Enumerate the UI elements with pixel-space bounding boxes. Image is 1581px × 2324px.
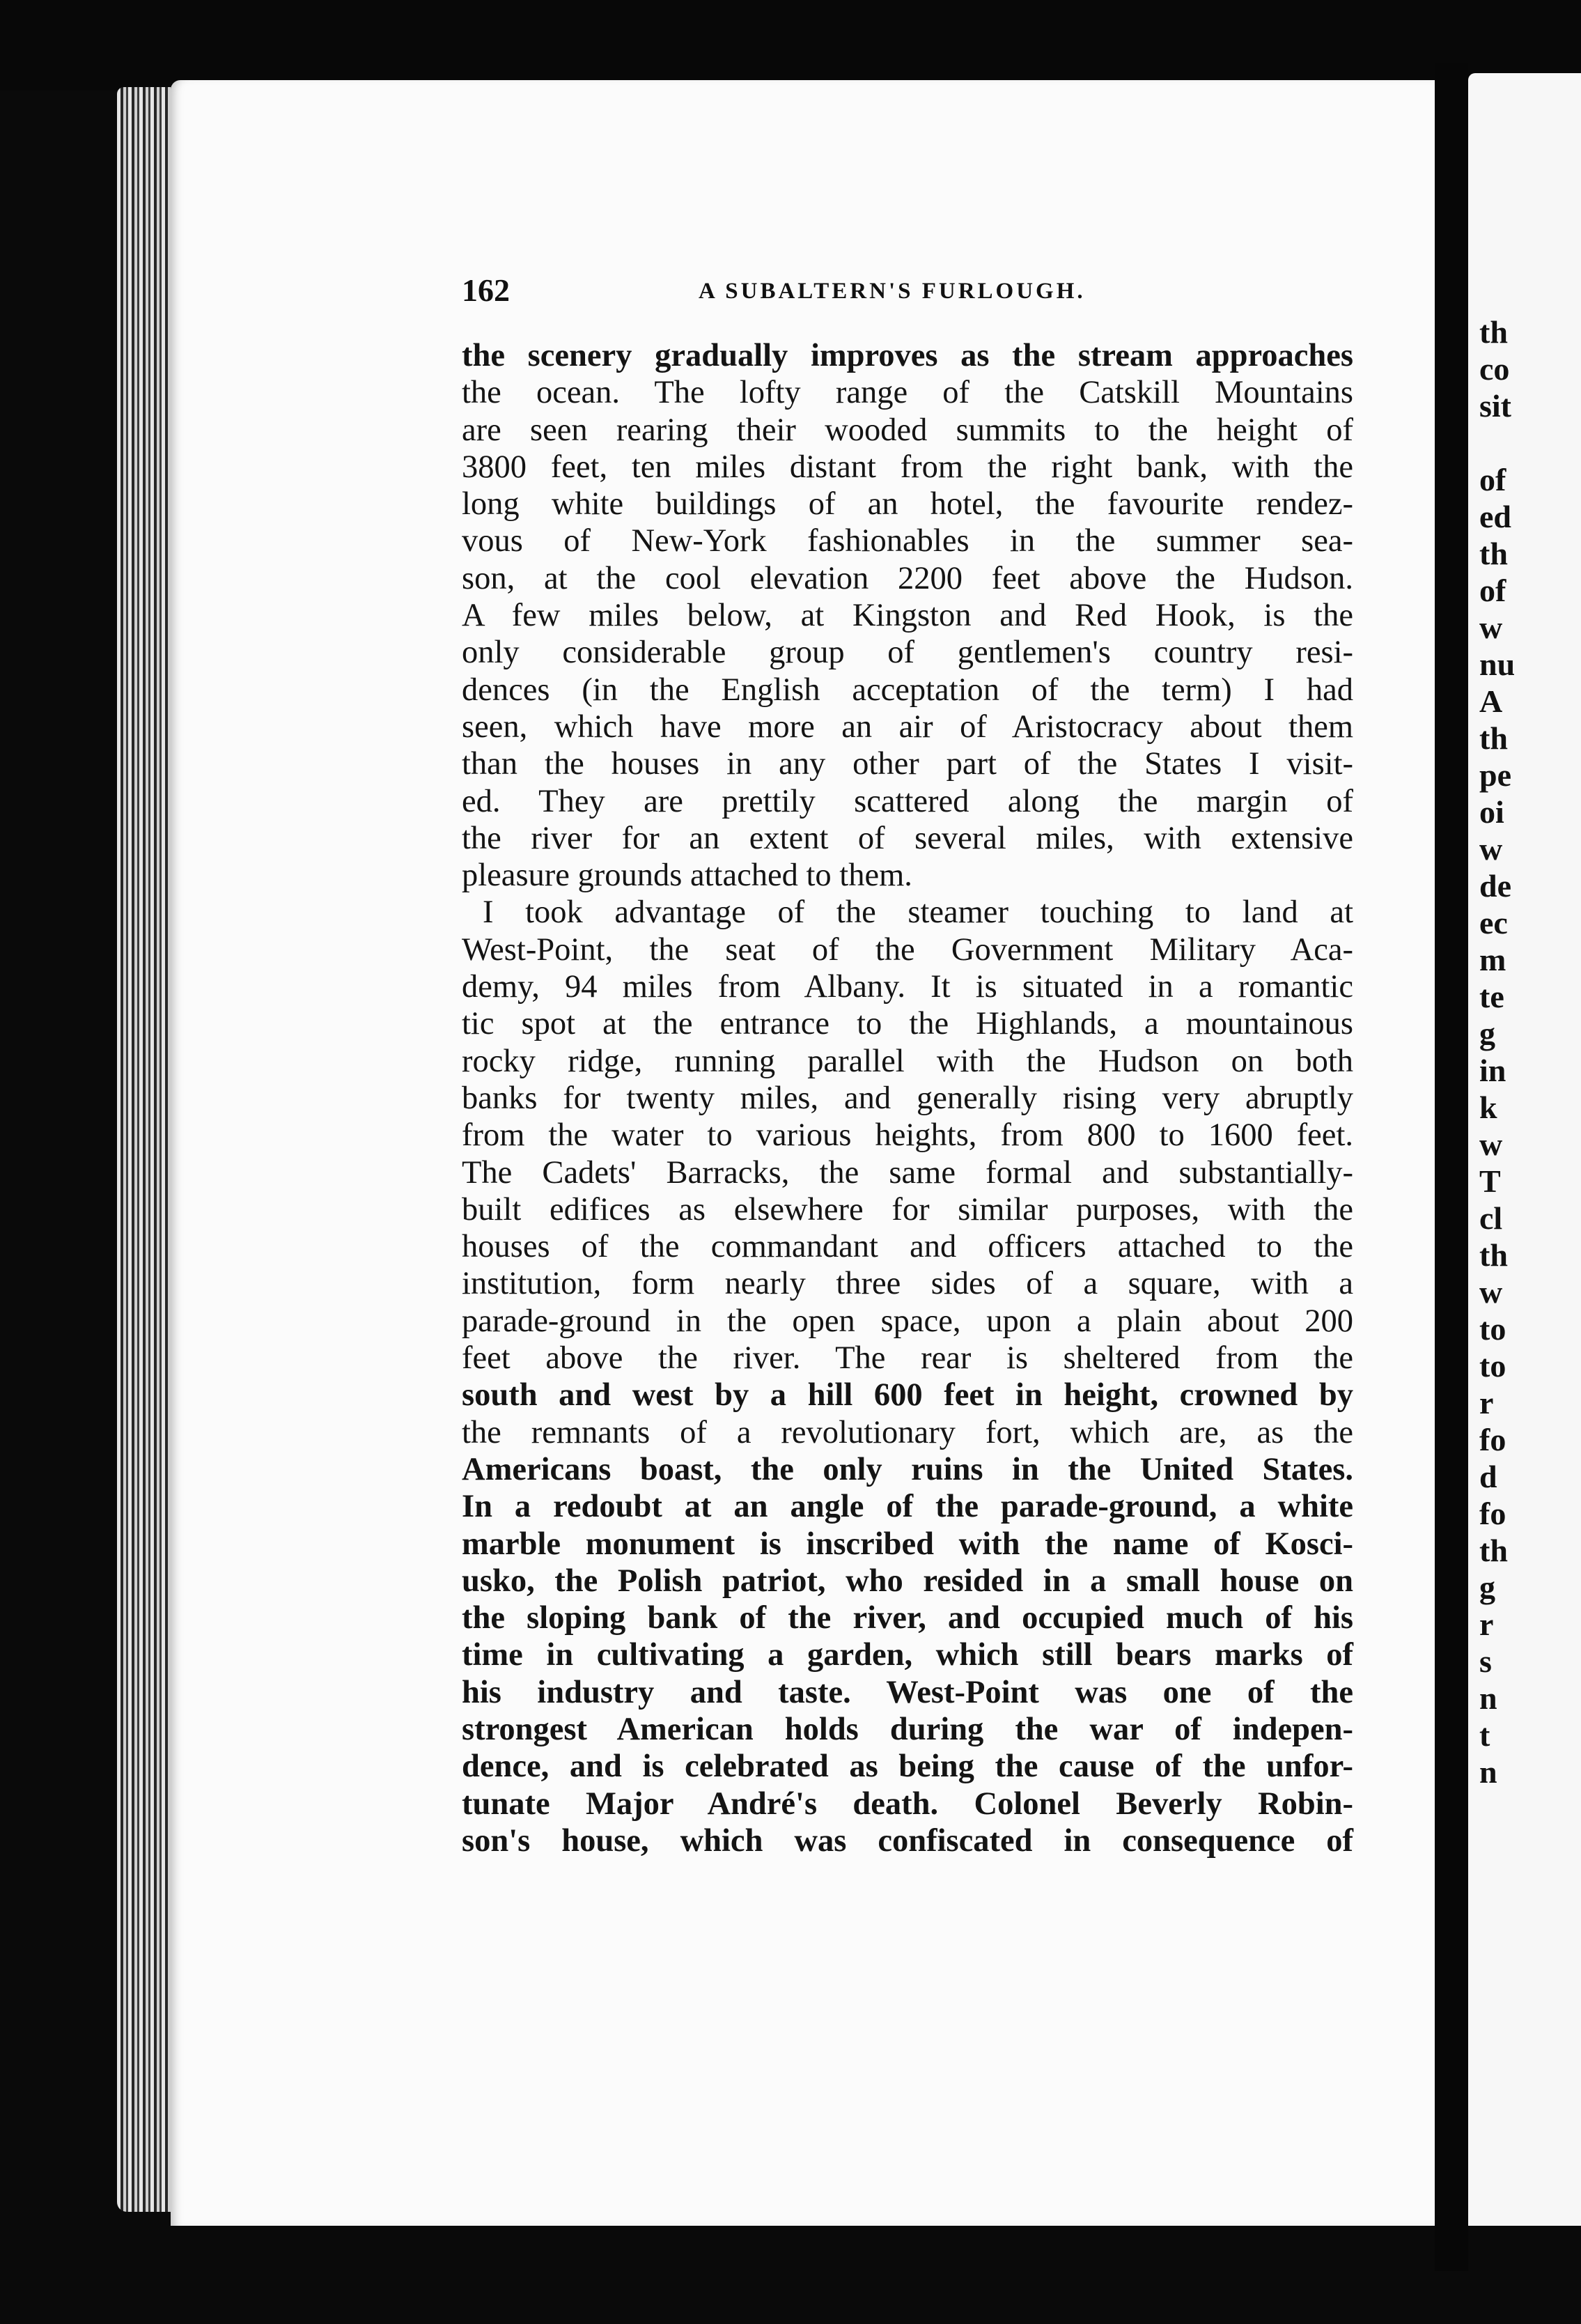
text-line: tic spot at the entrance to the Highlands, a mountainous: [462, 1006, 1353, 1042]
facing-page-fragment: [1468, 73, 1581, 2226]
text-line: houses of the commandant and officers attached to the: [462, 1229, 1353, 1265]
text-line: usko, the Polish patriot, who resided in a small house on: [462, 1563, 1353, 1599]
text-line: vous of New-York fashionables in the summer sea-: [462, 523, 1353, 559]
text-line: banks for twenty miles, and generally rising very abruptly: [462, 1080, 1353, 1116]
text-line: dences (in the English acceptation of the term) I had: [462, 672, 1353, 708]
text-line: strongest American holds during the war of indepen-: [462, 1711, 1353, 1747]
text-line: pleasure grounds attached to them.: [462, 858, 912, 894]
scan-background-top: [0, 0, 1581, 91]
page-body: [462, 337, 1353, 1859]
text-line: the ocean. The lofty range of the Catskill Mountains: [462, 375, 1353, 411]
text-line: The Cadets' Barracks, the same formal and substantially-: [462, 1154, 1353, 1191]
text-line: time in cultivating a garden, which still bears marks of: [462, 1637, 1353, 1673]
text-line: In a redoubt at an angle of the parade-ground, a white: [462, 1489, 1353, 1525]
text-line: parade-ground in the open space, upon a plain about 200: [462, 1303, 1353, 1339]
running-title: A SUBALTERN'S FURLOUGH.: [699, 279, 1086, 304]
text-line: the remnants of a revolutionary fort, which are, as the: [462, 1414, 1353, 1450]
text-line: 3800 feet, ten miles distant from the right bank, with the: [462, 449, 1353, 485]
text-line: I took advantage of the steamer touching to land at: [483, 894, 1353, 931]
text-line: dence, and is celebrated as being the cause of the unfor-: [462, 1749, 1353, 1785]
text-line: A few miles below, at Kingston and Red Hook, is the: [462, 598, 1353, 634]
text-line: long white buildings of an hotel, the favourite rendez-: [462, 486, 1353, 522]
text-line: seen, which have more an air of Aristocracy about them: [462, 708, 1353, 745]
text-line: the river for an extent of several miles, with extensive: [462, 820, 1353, 856]
text-line: tunate Major André's death. Colonel Beverly Robin-: [462, 1785, 1353, 1822]
book-gutter: [1435, 63, 1468, 2271]
text-line: marble monument is inscribed with the name of Kosci-: [462, 1526, 1353, 1562]
text-line: son, at the cool elevation 2200 feet above the Hudson.: [462, 560, 1353, 596]
text-line: the scenery gradually improves as the stream approaches: [462, 338, 1353, 373]
facing-page-text: th co sit of ed th of w nu A th pe oi w de ec m te g in k w T cl th w to to r fo d fo th g r s n t n: [1479, 314, 1516, 1790]
page-number: 162: [462, 272, 510, 308]
text-line: son's house, which was confiscated in consequence of: [462, 1822, 1353, 1859]
text-line: demy, 94 miles from Albany. It is situated in a romantic: [462, 969, 1353, 1005]
text-line: than the houses in any other part of the States I visit-: [462, 746, 1353, 782]
text-line: only considerable group of gentlemen's country resi-: [462, 635, 1353, 671]
text-line: West-Point, the seat of the Government Military Aca-: [462, 931, 1353, 968]
text-line: from the water to various heights, from 800 to 1600 feet.: [462, 1117, 1353, 1154]
text-line: institution, form nearly three sides of a square, with a: [462, 1266, 1353, 1302]
text-line: his industry and taste. West-Point was one of the: [462, 1674, 1353, 1710]
text-line: the sloping bank of the river, and occupied much of his: [462, 1600, 1353, 1636]
text-line: Americans boast, the only ruins in the United States.: [462, 1451, 1353, 1487]
text-line: are seen rearing their wooded summits to the height of: [462, 412, 1353, 448]
text-line: ed. They are prettily scattered along the margin of: [462, 783, 1353, 819]
text-line: rocky ridge, running parallel with the Hudson on both: [462, 1043, 1353, 1079]
text-line: south and west by a hill 600 feet in height, crowned by: [462, 1377, 1353, 1413]
text-line: feet above the river. The rear is sheltered from the: [462, 1340, 1353, 1377]
text-line: built edifices as elsewhere for similar purposes, with the: [462, 1191, 1353, 1227]
page-header: [462, 272, 1360, 313]
